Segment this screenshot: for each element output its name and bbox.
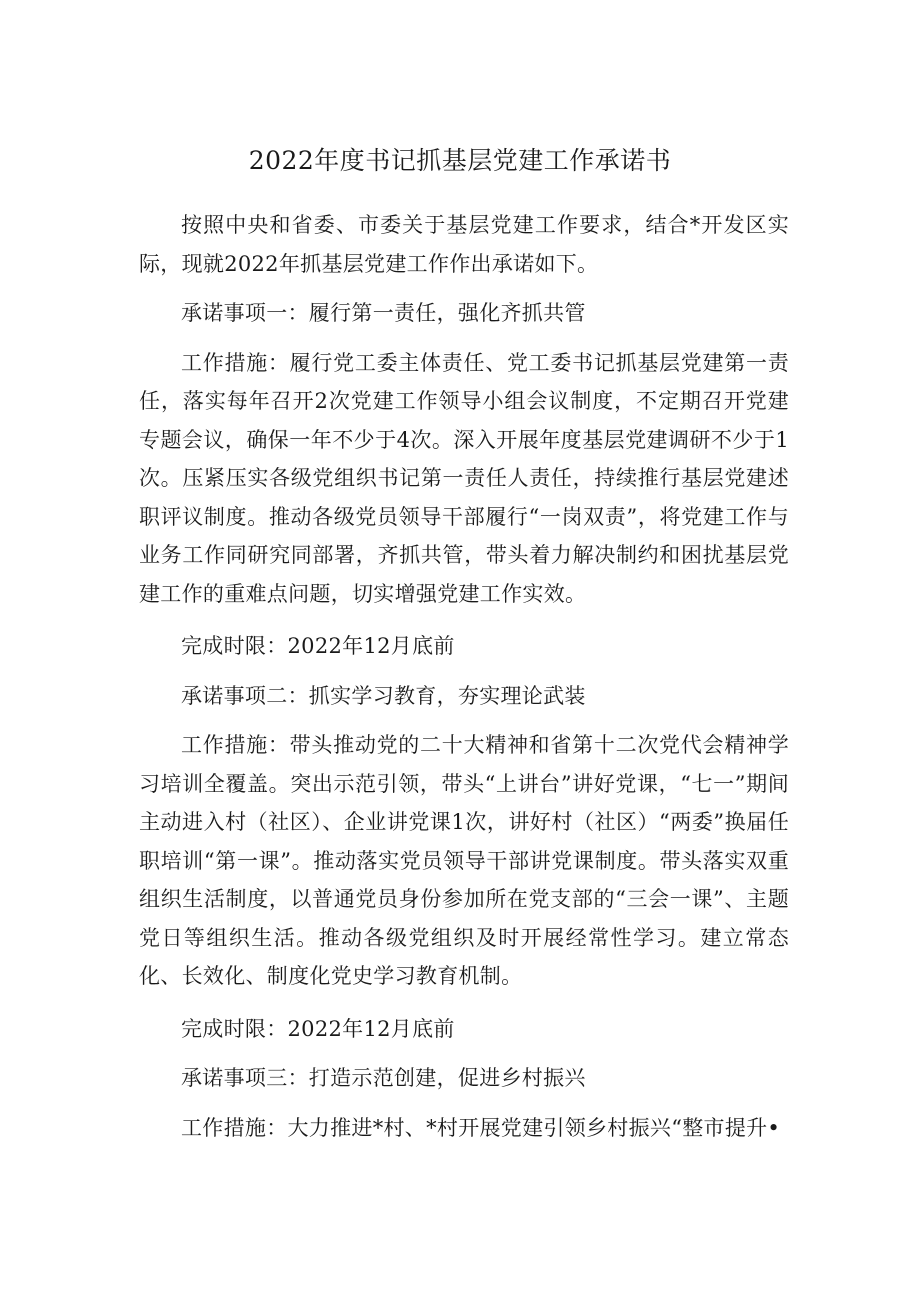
item-1-measures: 工作措施：履行党工委主体责任、党工委书记抓基层党建第一责任，落实每年召开2次党建工作领导小组会议制度，不定期召开党建专题会议，确保一年不少于4次。深入开展年度基层党建调研不少于1次。压紧压实各级党组织书记第一责任人责任，持续推行基层党建述职评议制度。推动各级党员领导干部履行“一岗双责”，将党建工作与业务工作同研究同部署，齐抓共管，带头着力解决制约和困扰基层党建工作的重难点问题，切实增强党建工作实效。 [139,350,789,606]
item-1-heading: 承诺事项一：履行第一责任，强化齐抓共管 [181,301,586,325]
item-2-heading: 承诺事项二：抓实学习教育，夯实理论武装 [181,683,586,708]
item-3-measures: 工作措施：大力推进*村、*村开展党建引领乡村振兴“整市提升• [181,1115,781,1140]
intro-paragraph: 按照中央和省委、市委关于基层党建工作要求，结合*开发区实际，现就2022年抓基层党建工作作出承诺如下。 [139,213,789,276]
item-3-heading: 承诺事项三：打造示范创建，促进乡村振兴 [181,1066,586,1090]
item-1-deadline: 完成时限：2022年12月底前 [181,634,455,658]
document-title: 2022年度书记抓基层党建工作承诺书 [248,146,672,175]
item-2-measures: 工作措施：带头推动党的二十大精神和省第十二次党代会精神学习培训全覆盖。突出示范引领，带头“上讲台”讲好党课，“七一”期间主动进入村（社区）、企业讲党课1次，讲好村（社区）“两委”换届任职培训“第一课”。推动落实党员领导干部讲党课制度。带头落实双重组织生活制度，以普通党员身份参加所在党支部的“三会一课”、主题党日等组织生活。推动各级党组织及时开展经常性学习。建立常态化、长效化、制度化党史学习教育机制。 [139,733,789,988]
document-body [139,206,789,1147]
item-2-deadline: 完成时限：2022年12月底前 [181,1016,455,1041]
